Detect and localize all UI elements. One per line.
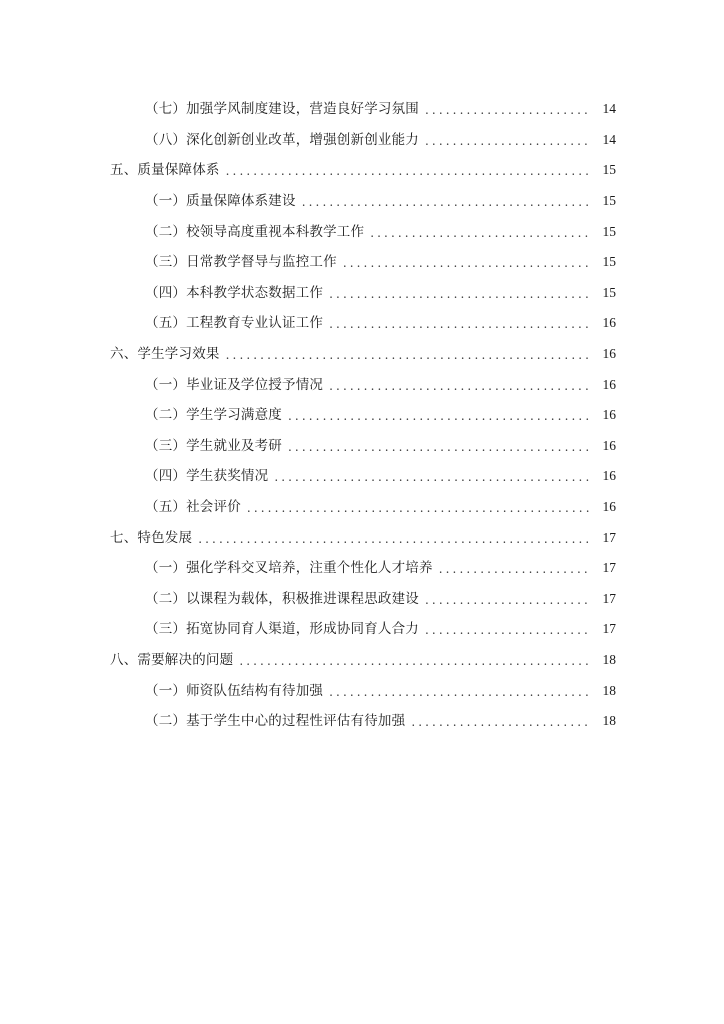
toc-dot-leader bbox=[226, 347, 592, 363]
toc-section-title: 五、质量保障体系 bbox=[110, 162, 220, 179]
toc-entry-title: （八）深化创新创业改革，增强创新创业能力 bbox=[145, 131, 419, 148]
toc-entry-page-number: 15 bbox=[602, 162, 616, 178]
toc-entry[interactable] bbox=[0, 584, 724, 615]
toc-entry-title: （一）师资队伍结构有待加强 bbox=[145, 682, 324, 699]
toc-entry-page-number: 14 bbox=[602, 101, 616, 117]
toc-dot-leader bbox=[411, 714, 592, 730]
toc-section-entry[interactable] bbox=[0, 339, 724, 370]
toc-section-title: 八、需要解决的问题 bbox=[110, 651, 234, 668]
toc-entry[interactable] bbox=[0, 125, 724, 156]
toc-entry[interactable] bbox=[0, 186, 724, 217]
toc-dot-leader bbox=[343, 255, 592, 271]
toc-entry[interactable] bbox=[0, 553, 724, 584]
toc-dot-leader bbox=[247, 500, 592, 516]
toc-entry-page-number: 17 bbox=[602, 529, 616, 545]
toc-entry[interactable] bbox=[0, 94, 724, 125]
toc-entry-title: （一）强化学科交叉培养，注重个性化人才培养 bbox=[145, 560, 433, 577]
toc-entry-title: （五）社会评价 bbox=[145, 499, 241, 516]
toc-entry-page-number: 18 bbox=[602, 682, 616, 698]
toc-entry-page-number: 14 bbox=[602, 131, 616, 147]
toc-entry[interactable] bbox=[0, 400, 724, 431]
toc-dot-leader bbox=[425, 102, 592, 118]
toc-dot-leader bbox=[329, 684, 592, 700]
toc-entry[interactable] bbox=[0, 675, 724, 706]
toc-entry-title: （二）校领导高度重视本科教学工作 bbox=[145, 223, 365, 240]
toc-entry-title: （五）工程教育专业认证工作 bbox=[145, 315, 324, 332]
toc-entry-page-number: 18 bbox=[602, 713, 616, 729]
toc-entry-title: （一）质量保障体系建设 bbox=[145, 193, 296, 210]
toc-entry-page-number: 15 bbox=[602, 223, 616, 239]
toc-entry-title: （二）以课程为载体，积极推进课程思政建设 bbox=[145, 590, 419, 607]
toc-entry[interactable] bbox=[0, 308, 724, 339]
toc-dot-leader bbox=[198, 531, 592, 547]
toc-entry[interactable] bbox=[0, 461, 724, 492]
toc-section-entry[interactable] bbox=[0, 522, 724, 553]
toc-section-entry[interactable] bbox=[0, 645, 724, 676]
toc-dot-leader bbox=[439, 561, 592, 577]
toc-entry-page-number: 16 bbox=[602, 499, 616, 515]
toc-dot-leader bbox=[329, 316, 592, 332]
toc-entry-page-number: 16 bbox=[602, 437, 616, 453]
toc-entry[interactable] bbox=[0, 706, 724, 737]
toc-entry-title: （三）日常教学督导与监控工作 bbox=[145, 254, 337, 271]
toc-entry-page-number: 18 bbox=[602, 651, 616, 667]
toc-entry-title: （四）学生获奖情况 bbox=[145, 468, 269, 485]
toc-entry-title: （二）学生学习满意度 bbox=[145, 407, 282, 424]
toc-dot-leader bbox=[425, 133, 592, 149]
toc-entry-page-number: 17 bbox=[602, 590, 616, 606]
toc-section-title: 七、特色发展 bbox=[110, 529, 193, 546]
toc-entry[interactable] bbox=[0, 431, 724, 462]
toc-entry-page-number: 16 bbox=[602, 315, 616, 331]
toc-entry-page-number: 16 bbox=[602, 407, 616, 423]
toc-entry[interactable] bbox=[0, 614, 724, 645]
toc-entry[interactable] bbox=[0, 369, 724, 400]
toc-section-title: 六、学生学习效果 bbox=[110, 346, 220, 363]
toc-entry-page-number: 16 bbox=[602, 468, 616, 484]
toc-entry-title: （二）基于学生中心的过程性评估有待加强 bbox=[145, 713, 406, 730]
toc-entry-page-number: 15 bbox=[602, 254, 616, 270]
toc-entry-title: （三）拓宽协同育人渠道，形成协同育人合力 bbox=[145, 621, 419, 638]
toc-entry-title: （三）学生就业及考研 bbox=[145, 437, 282, 454]
toc-dot-leader bbox=[288, 439, 592, 455]
toc-entry-page-number: 16 bbox=[602, 346, 616, 362]
toc-dot-leader bbox=[274, 469, 592, 485]
toc-entry[interactable] bbox=[0, 216, 724, 247]
toc-entry[interactable] bbox=[0, 278, 724, 309]
toc-dot-leader bbox=[329, 378, 592, 394]
toc-entry-page-number: 15 bbox=[602, 193, 616, 209]
toc-entry-page-number: 17 bbox=[602, 560, 616, 576]
toc-dot-leader bbox=[302, 194, 592, 210]
toc-dot-leader bbox=[288, 408, 592, 424]
toc-dot-leader bbox=[226, 163, 592, 179]
table-of-contents bbox=[0, 94, 724, 736]
toc-section-entry[interactable] bbox=[0, 155, 724, 186]
toc-entry-page-number: 15 bbox=[602, 284, 616, 300]
toc-entry-page-number: 17 bbox=[602, 621, 616, 637]
toc-dot-leader bbox=[370, 225, 592, 241]
toc-entry[interactable] bbox=[0, 492, 724, 523]
toc-dot-leader bbox=[239, 653, 592, 669]
toc-dot-leader bbox=[329, 286, 592, 302]
toc-entry-title: （七）加强学风制度建设，营造良好学习氛围 bbox=[145, 101, 419, 118]
toc-entry-page-number: 16 bbox=[602, 376, 616, 392]
toc-entry-title: （四）本科教学状态数据工作 bbox=[145, 284, 324, 301]
toc-entry-title: （一）毕业证及学位授予情况 bbox=[145, 376, 324, 393]
toc-dot-leader bbox=[425, 592, 592, 608]
toc-dot-leader bbox=[425, 622, 592, 638]
toc-entry[interactable] bbox=[0, 247, 724, 278]
